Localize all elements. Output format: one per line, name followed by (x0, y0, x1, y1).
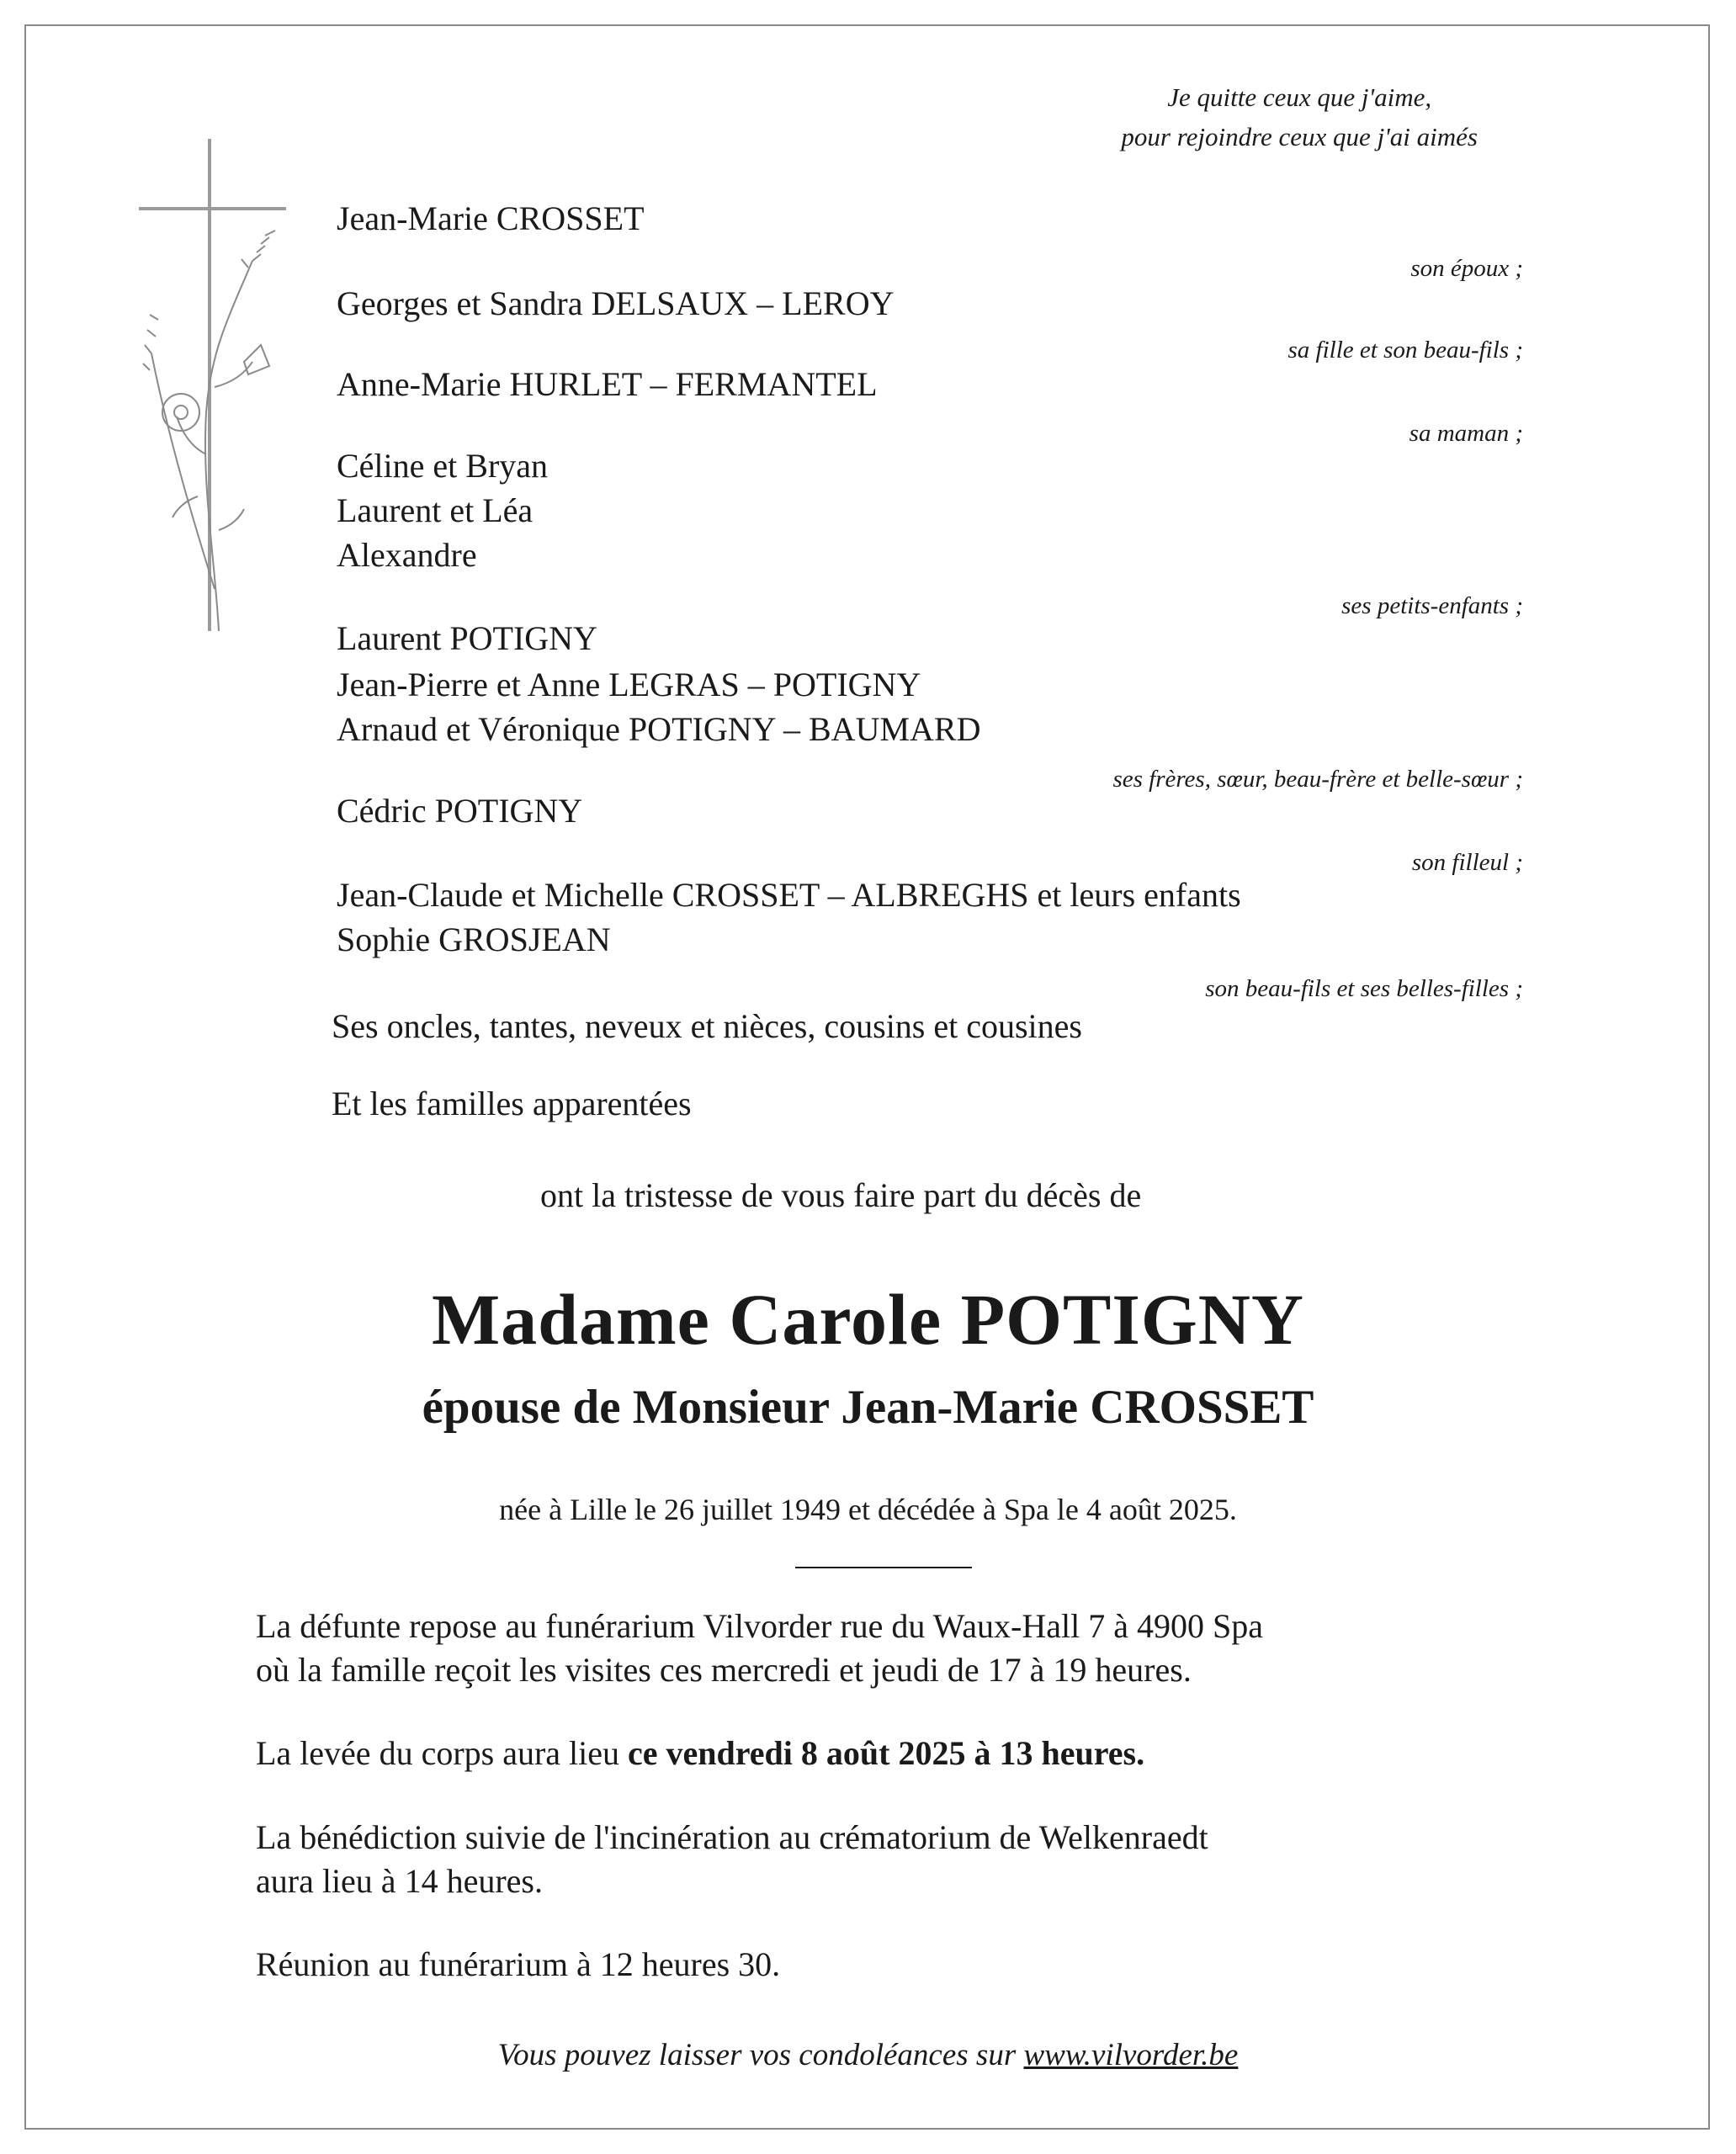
reunion-info: Réunion au funérarium à 12 heures 30. (256, 1945, 781, 1983)
family-relation: son beau-fils et ses belles-filles ; (1205, 975, 1523, 1002)
condolences-link[interactable]: www.vilvorder.be (1023, 2038, 1239, 2072)
family-name: Laurent et Léa (337, 491, 534, 529)
levee-prefix: La levée du corps aura lieu (256, 1734, 629, 1772)
family-relation: son époux ; (1410, 255, 1523, 282)
family-relation: sa maman ; (1409, 420, 1523, 447)
resting-place-info (256, 1605, 1263, 1692)
epigraph-line-2: pour rejoindre ceux que j'ai aimés (1121, 122, 1478, 151)
resting-place-line-2: où la famille reçoit les visites ces mercredi et jeudi de 17 à 19 heures. (256, 1651, 1192, 1689)
benediction-line-2: aura lieu à 14 heures. (256, 1862, 543, 1900)
family-name: Cédric POTIGNY (337, 792, 583, 830)
announcement-intro: ont la tristesse de vous faire part du décès de (540, 1176, 1142, 1214)
family-name: Georges et Sandra DELSAUX – LEROY (337, 284, 895, 322)
cross-with-flowers-icon (135, 135, 303, 639)
family-name: Céline et Bryan (337, 447, 549, 485)
condolences-footer (0, 2037, 1736, 2073)
deceased-name: Madame Carole POTIGNY (432, 1279, 1304, 1360)
levee-datetime: ce vendredi 8 août 2025 à 13 heures. (628, 1734, 1145, 1772)
family-name: Ses oncles, tantes, neveux et nièces, cousins et cousines (332, 1007, 1082, 1045)
family-name: Jean-Claude et Michelle CROSSET – ALBREGHS et leurs enfants (337, 876, 1241, 914)
resting-place-line-1: La défunte repose au funérarium Vilvorder rue du Waux-Hall 7 à 4900 Spa (256, 1607, 1263, 1645)
family-name: Anne-Marie HURLET – FERMANTEL (337, 365, 878, 403)
benediction-info (256, 1816, 1208, 1903)
family-relation: sa fille et son beau-fils ; (1287, 337, 1523, 363)
epigraph-line-1: Je quitte ceux que j'aime, (1167, 82, 1432, 112)
deceased-spouse: épouse de Monsieur Jean-Marie CROSSET (422, 1381, 1314, 1434)
family-name: Arnaud et Véronique POTIGNY – BAUMARD (337, 710, 981, 748)
family-name: Et les familles apparentées (332, 1085, 692, 1122)
family-relation: ses petits-enfants ; (1341, 592, 1523, 619)
family-name: Sophie GROSJEAN (337, 920, 611, 958)
family-name: Laurent POTIGNY (337, 619, 597, 657)
epigraph (1121, 77, 1478, 157)
family-relation: ses frères, sœur, beau-frère et belle-sœur ; (1112, 766, 1523, 793)
benediction-line-1: La bénédiction suivie de l'incinération au crématorium de Welkenraedt (256, 1818, 1208, 1856)
family-name: Alexandre (337, 536, 477, 574)
condolences-text: Vous pouvez laisser vos condoléances sur (497, 2038, 1024, 2072)
separator-rule (795, 1567, 972, 1568)
family-name: Jean-Pierre et Anne LEGRAS – POTIGNY (337, 666, 921, 703)
levee-info (256, 1732, 1144, 1775)
family-relation: son filleul ; (1411, 849, 1523, 876)
birth-death-dates: née à Lille le 26 juillet 1949 et décédée à Spa le 4 août 2025. (499, 1493, 1237, 1526)
family-name: Jean-Marie CROSSET (337, 199, 645, 237)
